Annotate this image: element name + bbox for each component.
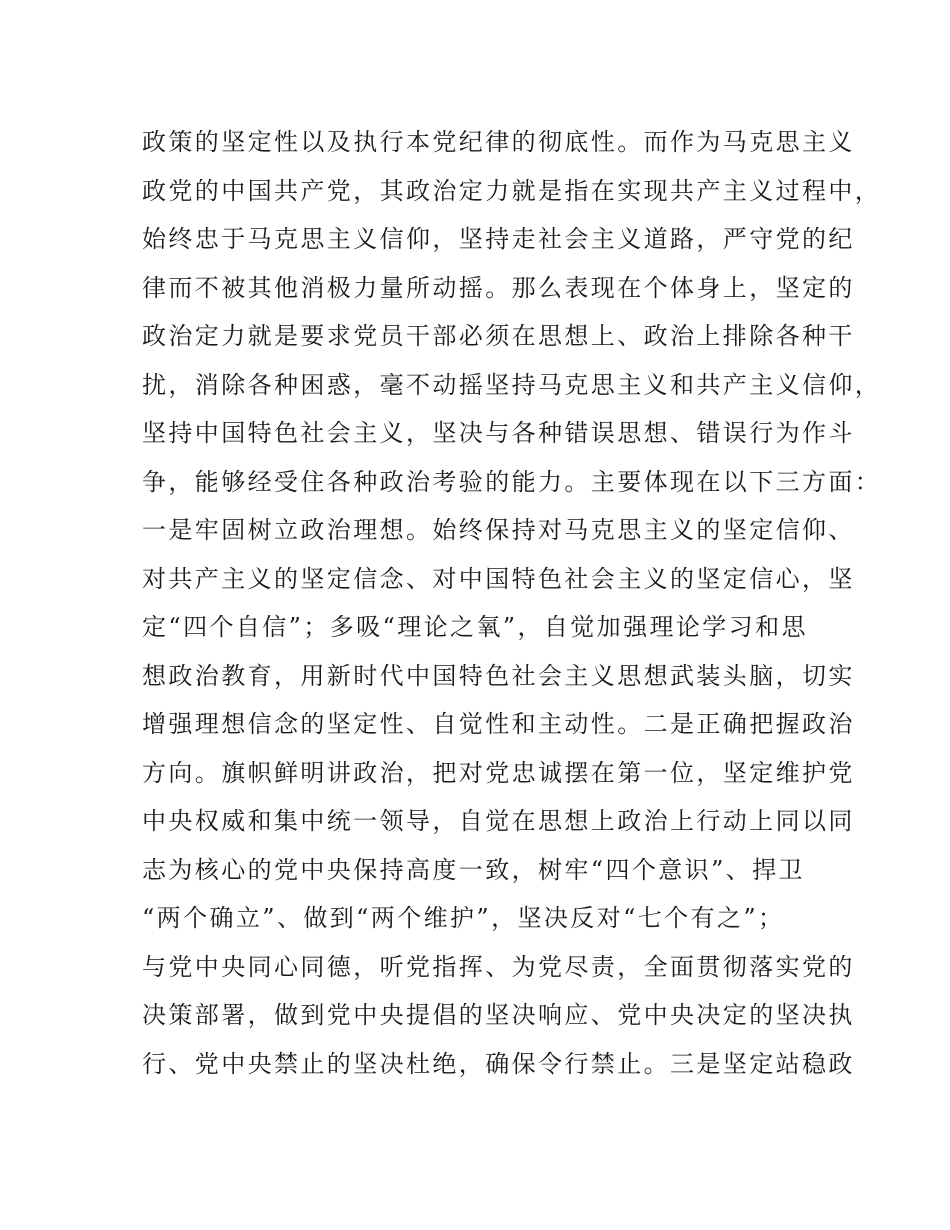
text-line: 中央权威和集中统一领导，自觉在思想上政治上行动上同以同: [142, 807, 855, 835]
text-line: 争，能够经受住各种政治考验的能力。主要体现在以下三方面：: [142, 467, 882, 496]
text-line: 坚持中国特色社会主义，坚决与各种错误思想、错误行为作斗: [142, 419, 855, 447]
text-line: 对共产主义的坚定信念、对中国特色社会主义的坚定信心，坚: [142, 564, 855, 593]
text-line: 方向。旗帜鲜明讲政治，把对党忠诚摆在第一位，坚定维护党: [142, 758, 855, 787]
text-line: 始终忠于马克思主义信仰，坚持走社会主义道路，严守党的纪: [142, 225, 855, 253]
text-line: 律而不被其他消极力量所动摇。那么表现在个体身上，坚定的: [142, 273, 855, 302]
text-line: 增强理想信念的坚定性、自觉性和主动性。二是正确把握政治: [142, 710, 855, 738]
text-line: 想政治教育，用新时代中国特色社会主义思想武装头脑，切实: [142, 661, 855, 690]
text-line: 一是牢固树立政治理想。始终保持对马克思主义的坚定信仰、: [142, 516, 855, 544]
body-paragraph: [142, 118, 882, 1088]
text-line: 志为核心的党中央保持高度一致，树牢“四个意识”、捍卫: [142, 855, 805, 884]
text-line: 政党的中国共产党，其政治定力就是指在实现共产主义过程中，: [142, 176, 882, 205]
text-line: 政策的坚定性以及执行本党纪律的彻底性。而作为马克思主义: [142, 128, 855, 156]
text-line: 扰，消除各种困惑，毫不动摇坚持马克思主义和共产主义信仰，: [142, 370, 882, 399]
text-line: “两个确立”、做到“两个维护”，坚决反对“七个有之”；: [142, 904, 785, 932]
text-line: 定“四个自信”；多吸“理论之氧”，自觉加强理论学习和思: [142, 613, 808, 641]
text-line: 行、党中央禁止的坚决杜绝，确保令行禁止。三是坚定站稳政: [142, 1049, 855, 1078]
text-line: 与党中央同心同德，听党指挥、为党尽责，全面贯彻落实党的: [142, 952, 855, 981]
text-line: 政治定力就是要求党员干部必须在思想上、政治上排除各种干: [142, 322, 855, 350]
text-line: 决策部署，做到党中央提倡的坚决响应、党中央决定的坚决执: [142, 1001, 855, 1029]
